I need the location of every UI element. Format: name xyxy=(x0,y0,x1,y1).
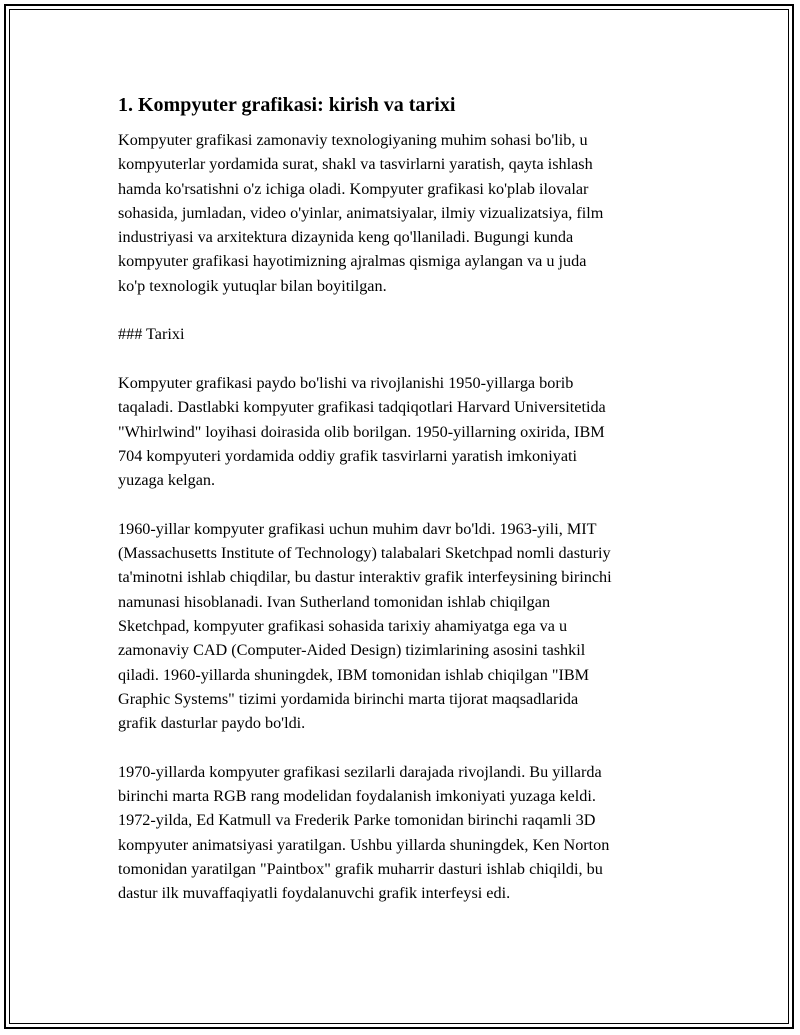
document-body xyxy=(118,92,678,930)
document-title: 1. Kompyuter grafikasi: kirish va tarixi xyxy=(118,94,456,116)
paragraph-line: kompyuter animatsiyasi yaratilgan. Ushbu yillarda shuningdek, Ken Norton xyxy=(118,835,610,854)
paragraph-line: 1960-yillar kompyuter grafikasi uchun muhim davr bo'ldi. 1963-yili, MIT xyxy=(118,519,597,538)
history-paragraph-1960s xyxy=(118,517,678,736)
paragraph-line: sohasida, jumladan, video o'yinlar, animatsiyalar, ilmiy vizualizatsiya, film xyxy=(118,203,604,222)
paragraph-line: Kompyuter grafikasi paydo bo'lishi va rivojlanishi 1950-yillarga borib xyxy=(118,373,574,392)
paragraph-line: (Massachusetts Institute of Technology) talabalari Sketchpad nomli dasturiy xyxy=(118,544,611,563)
paragraph-line: kompyuterlar yordamida surat, shakl va tasvirlarni yaratish, qayta ishlash xyxy=(118,155,593,174)
paragraph-line: "Whirlwind" loyihasi doirasida olib borilgan. 1950-yillarning oxirida, IBM xyxy=(118,422,605,441)
paragraph-line: tomonidan yaratilgan "Paintbox" grafik muharrir dasturi ishlab chiqildi, bu xyxy=(118,859,603,878)
paragraph-line: grafik dasturlar paydo bo'ldi. xyxy=(118,714,306,733)
paragraph-line: birinchi marta RGB rang modelidan foydalanish imkoniyati yuzaga keldi. xyxy=(118,787,596,806)
paragraph-line: hamda ko'rsatishni o'z ichiga oladi. Kompyuter grafikasi ko'plab ilovalar xyxy=(118,179,589,198)
paragraph-line: qiladi. 1960-yillarda shuningdek, IBM tomonidan ishlab chiqilgan "IBM xyxy=(118,665,590,684)
paragraph-line: yuzaga kelgan. xyxy=(118,471,216,490)
paragraph-line: industriyasi va arxitektura dizaynida keng qo'llaniladi. Bugungi kunda xyxy=(118,228,574,247)
history-paragraph-1970s xyxy=(118,760,678,906)
paragraph-line: Kompyuter grafikasi zamonaviy texnologiyaning muhim sohasi bo'lib, u xyxy=(118,131,588,149)
paragraph-line: 1972-yilda, Ed Katmull va Frederik Parke tomonidan birinchi raqamli 3D xyxy=(118,811,596,830)
paragraph-line: 704 kompyuteri yordamida oddiy grafik tasvirlarni yaratish imkoniyati xyxy=(118,446,577,465)
paragraph-line: Graphic Systems" tizimi yordamida birinchi marta tijorat maqsadlarida xyxy=(118,689,579,708)
paragraph-line: dastur ilk muvaffaqiyatli foydalanuvchi grafik interfeysi edi. xyxy=(118,884,511,903)
intro-paragraph xyxy=(118,128,678,298)
paragraph-line: taqaladi. Dastlabki kompyuter grafikasi tadqiqotlari Harvard Universitetida xyxy=(118,398,606,417)
paragraph-line: zamonaviy CAD (Computer-Aided Design) tizimlarining asosini tashkil xyxy=(118,641,586,660)
paragraph-line: Sketchpad, kompyuter grafikasi sohasida tarixiy ahamiyatga ega va u xyxy=(118,616,568,635)
paragraph-line: kompyuter grafikasi hayotimizning ajralmas qismiga aylangan va u juda xyxy=(118,252,587,271)
paragraph-line: namunasi hisoblanadi. Ivan Sutherland tomonidan ishlab chiqilgan xyxy=(118,592,551,611)
section-heading-tarixi: ### Tarixi xyxy=(118,325,185,344)
paragraph-line: ko'p texnologik yutuqlar bilan boyitilgan. xyxy=(118,276,387,295)
history-paragraph-1950s xyxy=(118,371,678,492)
paragraph-line: ta'minotni ishlab chiqdilar, bu dastur interaktiv grafik interfeysining birinchi xyxy=(118,568,612,587)
paragraph-line: 1970-yillarda kompyuter grafikasi sezilarli darajada rivojlandi. Bu yillarda xyxy=(118,762,602,781)
